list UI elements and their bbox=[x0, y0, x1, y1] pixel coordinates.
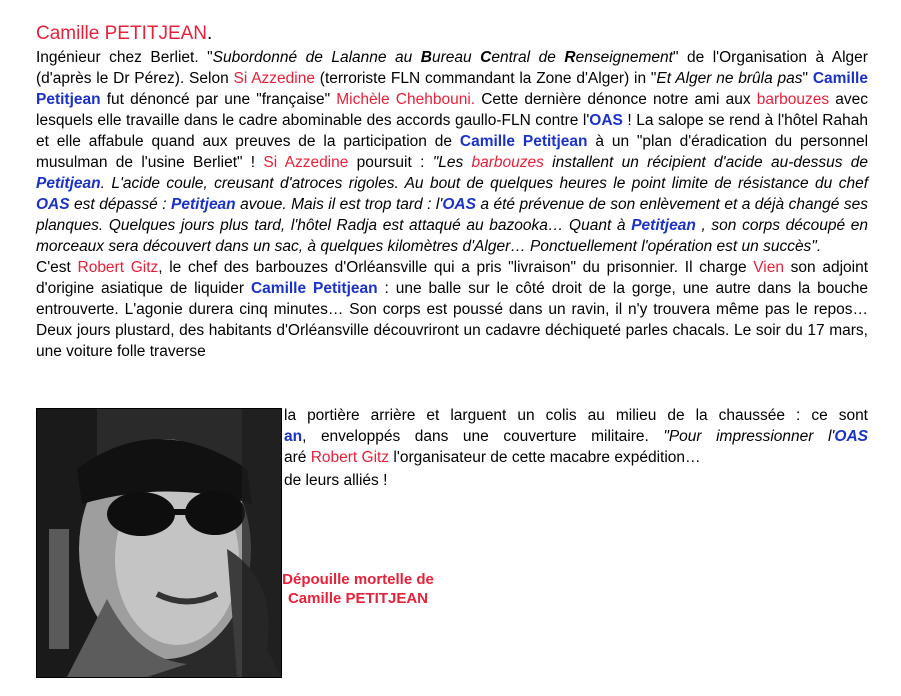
title-name: Camille PETITJEAN bbox=[36, 23, 208, 44]
p4-run: OAS bbox=[834, 428, 868, 445]
p1-run: avoue. Mais il est trop tard : l' bbox=[235, 196, 443, 213]
p1-run: , son corps découpé en morceaux sera découvert dans un sac, à quelques kilomètres d'Alger… Ponctuellement l'opération est un succès". bbox=[36, 217, 868, 255]
p4-run: an bbox=[284, 428, 303, 445]
p3-run: la portière arrière et larguent un colis au milieu de la chaussée : ce sont bbox=[284, 407, 868, 424]
p1-run: Ingénieur chez Berliet. " bbox=[36, 49, 213, 66]
p2-run: : une balle sur le côté droit de la gorge, une autre dans la bouche entrouverte. L'agonie durera cinq minutes… Son corps est poussé dans un ravin, il n'y trouvera même pas le repos… Deux jours plustard, des habitants d'Orléansville découvriront un cadavre déchiqueté parles chacals. Le soir du 17 mars, une voiture folle traverse bbox=[36, 280, 868, 360]
title-dot: . bbox=[207, 23, 213, 44]
p5-run: l'organisateur de cette macabre expédition… bbox=[389, 449, 701, 466]
p2-run: C'est bbox=[36, 259, 78, 276]
p1-run: Si Azzedine bbox=[233, 70, 315, 87]
paragraph-6-line bbox=[284, 470, 868, 491]
p5-run: Robert Gitz bbox=[310, 449, 390, 466]
p1-run: Camille Petitjean bbox=[36, 70, 868, 108]
p1-run: poursuit : bbox=[348, 154, 433, 171]
p1-run: Petitjean bbox=[171, 196, 236, 213]
p2-run: , le chef des barbouzes d'Orléansville qui a pris "livraison" du prisonnier. Il charge bbox=[158, 259, 754, 276]
p1-run: Camille Petitjean bbox=[459, 133, 588, 150]
paragraph-4-line bbox=[284, 426, 868, 447]
paragraph-3-line bbox=[284, 405, 868, 426]
p1-run: barbouzes bbox=[471, 154, 544, 171]
caption-line-1: Dépouille mortelle de bbox=[282, 571, 434, 588]
p1-run: B bbox=[420, 49, 432, 66]
p1-run: avec lesquels elle travaille dans le cadre abominable des accords gaullo-FLN contre l' bbox=[36, 91, 868, 129]
p2-run: Robert Gitz bbox=[77, 259, 159, 276]
p4-run: "Pour impressionner l' bbox=[663, 428, 835, 445]
p1-run: " de l'Organisation à Alger (d'après le Dr Pérez). Selon bbox=[36, 49, 868, 87]
article-title bbox=[36, 22, 868, 46]
p1-run: barbouzes bbox=[756, 91, 830, 108]
p1-run: . L'acide coule, creusant d'atroces rigoles. Au bout de quelques heures le point limite de résistance du chef bbox=[100, 175, 868, 192]
p1-run: C bbox=[480, 49, 492, 66]
p1-run: Petitjean bbox=[36, 175, 101, 192]
p1-run: Cette dernière dénonce notre ami aux bbox=[475, 91, 757, 108]
p1-run: Petitjean bbox=[631, 217, 696, 234]
portrait-photo bbox=[36, 408, 282, 678]
p1-run: " bbox=[802, 70, 813, 87]
p1-run: a été prévenue de son enlèvement et a déjà changé ses planques. Quelques jours plus tard, l'hôtel Radja est attaqué au bazooka… Quant à bbox=[36, 196, 869, 234]
p6-run: de leurs alliés ! bbox=[284, 472, 388, 489]
p1-run: à un "plan d'éradication du personnel musulman de l'usine Berliet" ! bbox=[36, 133, 869, 171]
caption-line-2: Camille PETITJEAN bbox=[287, 590, 429, 607]
wrapped-lines bbox=[284, 405, 868, 491]
paragraph-5-line bbox=[284, 447, 868, 468]
p1-run: R bbox=[564, 49, 576, 66]
p1-run: entral de bbox=[491, 49, 565, 66]
paragraph-1 bbox=[36, 47, 868, 257]
p5-run: aré bbox=[284, 449, 311, 466]
portrait-drawing bbox=[37, 409, 281, 677]
p1-run: Michèle Chehbouni. bbox=[336, 91, 476, 108]
article-body bbox=[36, 22, 868, 362]
paragraph-2 bbox=[36, 257, 868, 362]
photo-caption bbox=[258, 570, 458, 608]
p2-run: Vien bbox=[753, 259, 784, 276]
p1-run: est dépassé : bbox=[69, 196, 172, 213]
p1-run: Et Alger ne brûla pas bbox=[656, 70, 803, 87]
p1-run: OAS bbox=[589, 112, 623, 129]
p1-run: OAS bbox=[36, 196, 70, 213]
p1-run: ! La salope se rend à l'hôtel Rahah et elle affabule quand aux preuves de la participation de bbox=[36, 112, 868, 150]
p1-run: "Les bbox=[432, 154, 472, 171]
p1-run: enseignement bbox=[575, 49, 673, 66]
p4-run: , enveloppés dans une couverture militaire. bbox=[302, 428, 664, 445]
p1-run: installent un récipient d'acide au-dessus de bbox=[543, 154, 868, 171]
p1-run: Subordonné de Lalanne au bbox=[212, 49, 421, 66]
p1-run: ureau bbox=[431, 49, 481, 66]
p1-run: fut dénoncé par une "française" bbox=[100, 91, 337, 108]
p1-run: Si Azzedine bbox=[263, 154, 349, 171]
p2-run: Camille Petitjean bbox=[250, 280, 378, 297]
p1-run: OAS bbox=[442, 196, 476, 213]
p1-run: (terroriste FLN commandant la Zone d'Alger) in " bbox=[314, 70, 657, 87]
p2-run: son adjoint d'origine asiatique de liquider bbox=[36, 259, 869, 297]
